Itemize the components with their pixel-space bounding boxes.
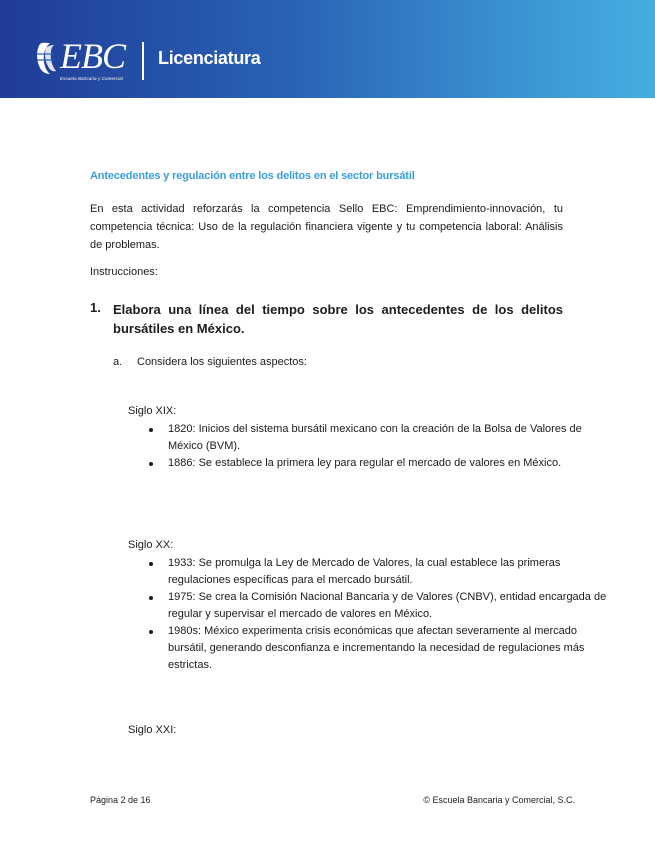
century-label: Siglo XXI: [128, 724, 177, 736]
century-list [128, 555, 608, 674]
logo-wordmark: EBC [60, 36, 125, 76]
header-divider [142, 42, 144, 80]
activity-title: Antecedentes y regulación entre los delitos en el sector bursátil [90, 170, 415, 182]
ebc-emblem-icon [34, 40, 62, 76]
list-item: 1820: Inicios del sistema bursátil mexicano con la creación de la Bolsa de Valores de México (BVM). [168, 421, 608, 455]
ebc-logo [34, 36, 130, 84]
list-item: 1980s: México experimenta crisis económicas que afectan severamente al mercado bursátil, generando desconfianza e incrementando la necesidad de regulaciones más estrictas. [168, 623, 608, 674]
list-item: 1933: Se promulga la Ley de Mercado de Valores, la cual establece las primeras regulaciones específicas para el mercado bursátil. [168, 555, 608, 589]
substep-letter: a. [113, 356, 123, 368]
list-item: 1975: Se crea la Comisión Nacional Bancaria y de Valores (CNBV), entidad encargada de regular y supervisar el mercado de valores en México. [168, 589, 608, 623]
logo-subtitle: Escuela Bancaria y Comercial [60, 76, 123, 81]
copyright-notice: © Escuela Bancaria y Comercial, S.C. [423, 795, 575, 805]
step-number: 1. [90, 300, 101, 315]
step-text: Elabora una línea del tiempo sobre los antecedentes de los delitos bursátiles en México. [113, 302, 563, 336]
substep-text: Considera los siguientes aspectos: [137, 356, 307, 368]
century-list [128, 421, 608, 472]
century-label: Siglo XIX: [128, 405, 177, 417]
program-title: Licenciatura [158, 48, 261, 68]
page-number: Página 2 de 16 [90, 795, 151, 805]
instructions-label: Instrucciones: [90, 266, 158, 278]
document-header [0, 0, 655, 98]
intro-paragraph: En esta actividad reforzarás la competencia Sello EBC: Emprendimiento-innovación, tu competencia técnica: Uso de la regulación financiera vigente y tu competencia laboral: Análisis de problemas. [90, 203, 563, 251]
century-label: Siglo XX: [128, 539, 174, 551]
list-item: 1886: Se establece la primera ley para regular el mercado de valores en México. [168, 455, 608, 472]
